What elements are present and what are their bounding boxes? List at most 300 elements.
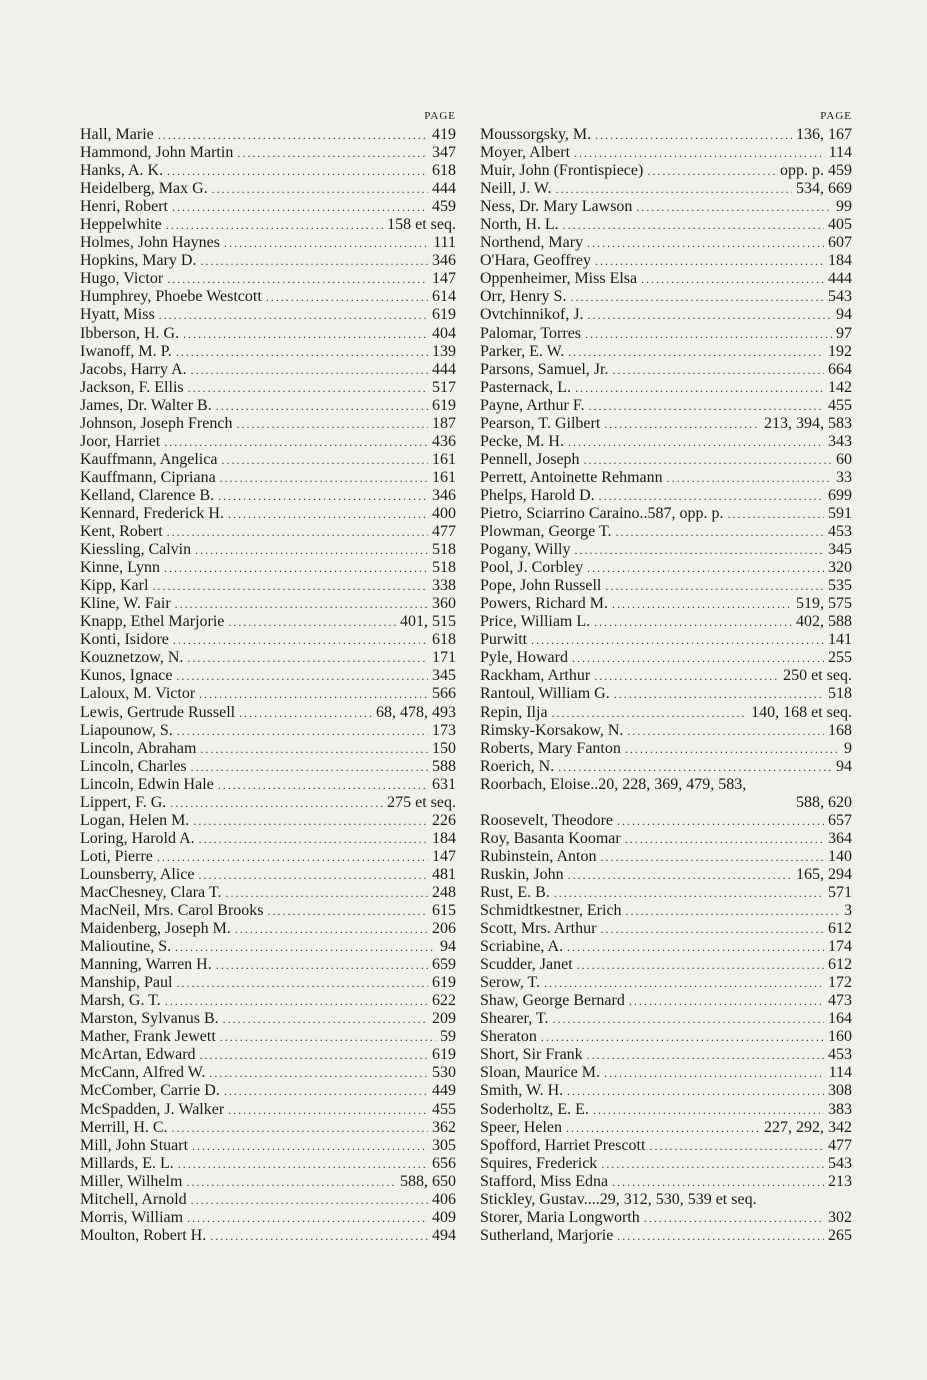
left-entry-list [80,126,456,1245]
dot-leader [170,794,383,812]
dot-leader [531,631,824,649]
entry-name: Parsons, Samuel, Jr. [480,360,609,378]
entry-pages: 168 [828,721,852,739]
entry-name: Pasternack, L. [480,378,572,396]
index-entry [480,361,852,379]
index-entry [80,1046,456,1064]
entry-name: Ovtchinnikof, J. [480,306,584,324]
entry-name: Shaw, George Bernard [480,992,625,1010]
entry-pages: 477 [828,1136,852,1154]
index-entry [480,956,852,974]
entry-pages: 250 et seq. [783,667,852,685]
index-entry [80,361,456,379]
index-entry [80,144,456,162]
entry-name: Squires, Frederick [480,1154,598,1172]
dot-leader [558,758,832,776]
index-entry [480,180,852,198]
index-entry [80,541,456,559]
dot-leader [172,1119,428,1137]
dot-leader [191,1191,428,1209]
dot-leader [266,288,428,306]
entry-pages: 94 [836,306,852,324]
index-entry [480,288,852,306]
entry-pages: 455 [828,396,852,414]
dot-leader [188,379,428,397]
index-entry [480,667,852,685]
index-entry [480,974,852,992]
index-entry [480,234,852,252]
entry-pages: 347 [432,144,456,162]
dot-leader [191,361,428,379]
dot-leader [567,938,824,956]
entry-pages: 68, 478, 493 [376,703,456,721]
entry-name: Scriabine, A. [480,938,564,956]
entry-name: Oppenheimer, Miss Elsa [480,270,638,288]
entry-pages: 161 [432,468,456,486]
dot-leader [216,956,428,974]
entry-pages: 302 [828,1208,852,1226]
entry-name: Humphrey, Phoebe Westcott [80,288,262,306]
dot-leader [200,252,428,270]
entry-pages: 136, 167 [796,126,852,143]
entry-pages: 619 [432,974,456,992]
dot-leader [187,1209,428,1227]
entry-name: Marston, Sylvanus B. [80,1010,219,1028]
entry-name: Perrett, Antoinette Rehmann [480,468,663,486]
entry-name: McComber, Carrie D. [80,1082,220,1100]
index-entry [80,1155,456,1173]
dot-leader [599,487,824,505]
entry-name: Short, Sir Frank [480,1046,583,1064]
dot-leader [167,523,428,541]
entry-pages: 160 [828,1028,852,1046]
dot-leader [176,974,428,992]
dot-leader [616,523,824,541]
entry-pages: 362 [432,1118,456,1136]
page-column-label: PAGE [424,110,456,122]
entry-pages: 213, 394, 583 [764,414,852,432]
index-entry [80,830,456,848]
entry-name: Powers, Richard M. [480,595,608,613]
dot-leader [556,180,792,198]
entry-pages: 518 [432,559,456,577]
dot-leader [589,397,825,415]
entry-name: Pope, John Russell [480,577,602,595]
dot-leader [167,270,428,288]
entry-pages: 404 [432,324,456,342]
index-entry [80,704,456,722]
index-entry [480,451,852,469]
entry-pages: 405 [828,216,852,234]
entry-name: Miller, Wilhelm [80,1172,183,1190]
index-entry [480,541,852,559]
index-entry [80,938,456,956]
entry-name: Payne, Arthur F. [480,396,585,414]
dot-leader [172,198,428,216]
entry-pages: 172 [828,974,852,992]
entry-pages: 165, 294 [796,865,852,883]
entry-name: Loring, Harold A. [80,829,195,847]
index-entry [80,270,456,288]
dot-leader [728,505,824,523]
dot-leader [629,992,824,1010]
entry-pages: 588, 620 [796,793,852,811]
index-entry [480,1046,852,1064]
entry-pages: 206 [432,920,456,938]
index-entry [80,740,456,758]
dot-leader [210,1227,428,1245]
index-entry [80,866,456,884]
entry-name: Kelland, Clarence B. [80,486,215,504]
entry-name: Storer, Maria Longworth [480,1208,640,1226]
dot-leader [604,1064,825,1082]
dot-leader [600,848,824,866]
dot-leader [614,685,824,703]
index-entry [480,505,852,523]
dot-leader [200,1046,428,1064]
entry-pages: 150 [432,739,456,757]
entry-name: Roy, Basanta Koomar [480,829,621,847]
entry-pages: 99 [836,198,852,216]
entry-pages: 519, 575 [796,595,852,613]
dot-leader [236,415,428,433]
entry-name: Rantoul, William G. [480,685,610,703]
entry-pages: 473 [828,992,852,1010]
entry-name: McArtan, Edward [80,1046,196,1064]
dot-leader [595,252,824,270]
dot-leader [237,144,428,162]
entry-pages: 140 [828,847,852,865]
dot-leader [574,144,825,162]
entry-pages: 345 [828,541,852,559]
dot-leader [192,1137,428,1155]
entry-pages: 657 [828,811,852,829]
entry-name: Speer, Helen [480,1118,562,1136]
entry-name: Knapp, Ethel Marjorie [80,613,225,631]
dot-leader [166,216,383,234]
dot-leader [644,1209,824,1227]
entry-pages: 477 [432,523,456,541]
dot-leader [649,1137,824,1155]
dot-leader [235,920,428,938]
entry-pages: 436 [432,432,456,450]
dot-leader [575,379,824,397]
entry-name: Stafford, Miss Edna [480,1172,609,1190]
entry-pages: 343 [828,432,852,450]
entry-pages: 3 [844,902,852,920]
page-column-label: PAGE [820,110,852,122]
entry-pages: 114 [828,144,852,162]
entry-name: Ibberson, H. G. [80,324,180,342]
index-entry [480,722,852,740]
dot-leader [158,126,428,144]
entry-name: Logan, Helen M. [80,811,190,829]
index-entry [80,288,456,306]
entry-pages: 656 [432,1154,456,1172]
dot-leader [176,343,428,361]
entry-name: Lippert, F. G. [80,793,167,811]
dot-leader [167,162,428,180]
entry-name: Jackson, F. Ellis [80,378,184,396]
index-entry [480,325,852,343]
entry-pages: 534, 669 [796,180,852,198]
dot-leader [627,722,824,740]
entry-name: Kouznetzow, N. [80,649,184,667]
entry-name: Henri, Robert [80,198,168,216]
dot-leader [187,649,428,667]
entry-name: Kunos, Ignace [80,667,173,685]
dot-leader [566,1119,760,1137]
index-entry [80,505,456,523]
index-entry [480,812,852,830]
index-entry [80,992,456,1010]
entry-name: Schmidtkestner, Erich [480,902,622,920]
entry-name: Konti, Isidore [80,631,169,649]
entry-name: Heppelwhite [80,216,162,234]
entry-name: Kline, W. Fair [80,595,171,613]
entry-pages: 209 [432,1010,456,1028]
dot-leader [617,812,824,830]
dot-leader [239,704,372,722]
index-entry [480,740,852,758]
entry-name: McCann, Alfred W. [80,1064,206,1082]
index-entry [480,198,852,216]
entry-pages: 164 [828,1010,852,1028]
dot-leader [585,325,832,343]
index-entry [80,306,456,324]
index-entry [80,415,456,433]
index-entry [80,884,456,902]
index-entry [80,722,456,740]
dot-leader [568,866,792,884]
dot-leader [212,180,428,198]
index-entry [480,848,852,866]
dot-leader [200,740,428,758]
entry-pages: 60 [836,450,852,468]
dot-leader [574,541,824,559]
entry-name: Purwitt [480,631,528,649]
entry-name: O'Hara, Geoffrey [480,252,591,270]
entry-name: Plowman, George T. [480,523,612,541]
entry-name: Ruskin, John [480,865,564,883]
dot-leader [594,667,779,685]
dot-leader [225,884,428,902]
index-entry [80,902,456,920]
entry-pages: 184 [432,829,456,847]
entry-pages: 571 [828,883,852,901]
index-entry [480,1227,852,1245]
entry-name: Manship, Paul [80,974,173,992]
index-entry [80,126,456,144]
right-entry-list [480,126,852,1245]
entry-name: James, Dr. Walter B. [80,396,212,414]
entry-pages: 345 [432,667,456,685]
entry-pages: 187 [432,414,456,432]
index-entry [480,1155,852,1173]
index-entry [80,1191,456,1209]
entry-name: Rubinstein, Anton [480,847,597,865]
entry-pages: 455 [432,1100,456,1118]
dot-leader [177,722,428,740]
entry-pages: 192 [828,342,852,360]
entry-pages: 94 [440,938,456,956]
index-entry [480,631,852,649]
dot-leader [164,433,428,451]
dot-leader [220,469,428,487]
entry-name: Lincoln, Abraham [80,739,197,757]
index-entry [80,379,456,397]
entry-name: Scudder, Janet [480,956,573,974]
dot-leader [544,974,824,992]
entry-pages: 161 [432,450,456,468]
dot-leader [191,758,428,776]
entry-name: Johnson, Joseph French [80,414,233,432]
entry-pages: 612 [828,956,852,974]
dot-leader [224,234,429,252]
dot-leader [157,848,428,866]
entry-name: Roberts, Mary Fanton [480,739,621,757]
entry-name: Kennard, Frederick H. [80,504,224,522]
entry-name: Pool, J. Corbley [480,559,584,577]
entry-name: Parker, E. W. [480,342,565,360]
entry-pages: 213 [828,1172,852,1190]
index-entry [80,523,456,541]
index-entry [480,559,852,577]
index-entry [480,126,852,144]
entry-pages: 94 [836,757,852,775]
entry-pages: 308 [828,1082,852,1100]
entry-pages: 140, 168 et seq. [751,703,852,721]
index-entry [80,595,456,613]
index-entry [80,1227,456,1245]
entry-name: MacNeil, Mrs. Carol Brooks [80,902,264,920]
index-entry [80,1119,456,1137]
entry-pages: 543 [828,288,852,306]
entry-name: Hammond, John Martin [80,144,234,162]
entry-pages: 659 [432,956,456,974]
index-entry [80,649,456,667]
dot-leader [209,1064,428,1082]
entry-name: Repin, Ilja [480,703,548,721]
entry-name: Laloux, M. Victor [80,685,196,703]
index-entry [80,920,456,938]
index-entry [80,1173,456,1191]
dot-leader [220,1028,436,1046]
entry-pages: 409 [432,1208,456,1226]
index-entry [480,577,852,595]
index-entry [480,216,852,234]
index-entry [480,415,852,433]
index-entry [80,812,456,830]
dot-leader [175,595,428,613]
entry-name: Liapounow, S. [80,721,173,739]
entry-pages: 171 [432,649,456,667]
entry-pages: 588 [432,757,456,775]
index-entry [80,848,456,866]
entry-pages: 383 [828,1100,852,1118]
dot-leader [563,216,824,234]
dot-leader [224,1082,428,1100]
index-entry [480,758,852,776]
dot-leader [195,541,428,559]
entry-pages: 517 [432,378,456,396]
entry-pages: 248 [432,883,456,901]
entry-name: Muir, John (Frontispiece) [480,162,644,180]
entry-pages: 494 [432,1226,456,1244]
entry-name: Hall, Marie [80,126,154,143]
index-entry [480,1101,852,1119]
index-entry [80,1028,456,1046]
index-entry [480,920,852,938]
entry-name: Mitchell, Arnold [80,1190,187,1208]
entry-pages: 530 [432,1064,456,1082]
index-entry [480,866,852,884]
index-entry [480,613,852,631]
entry-name: Loti, Pierre [80,847,153,865]
entry-name: Kipp, Karl [80,577,149,595]
dot-leader [268,902,428,920]
entry-name: Hyatt, Miss [80,306,155,324]
entry-name: Sloan, Maurice M. [480,1064,600,1082]
index-entry [80,974,456,992]
left-index-column [80,106,456,1245]
index-entry [80,613,456,631]
entry-name: Holmes, John Haynes [80,234,220,252]
entry-name: Mather, Frank Jewett [80,1028,216,1046]
dot-leader [186,1173,396,1191]
entry-name: Neill, J. W. [480,180,552,198]
entry-pages: 227, 292, 342 [764,1118,852,1136]
entry-pages: 184 [828,252,852,270]
index-entry [480,433,852,451]
entry-name: Rust, E. B. [480,883,550,901]
entry-name: Kauffmann, Angelica [80,450,218,468]
entry-pages: 142 [828,378,852,396]
index-entry [480,1191,852,1209]
entry-name: Phelps, Harold D. [480,486,595,504]
entry-name: Moulton, Robert H. [80,1226,207,1244]
entry-pages: 612 [828,920,852,938]
dot-leader [228,1101,428,1119]
dot-leader [647,162,776,180]
dot-leader [199,830,428,848]
dot-leader [604,415,760,433]
entry-pages: 338 [432,577,456,595]
dot-leader [152,577,428,595]
entry-pages: 444 [828,270,852,288]
entry-name: Rackham, Arthur [480,667,591,685]
dot-leader [198,866,428,884]
entry-name: Lincoln, Charles [80,757,187,775]
entry-name: Morris, William [80,1208,184,1226]
entry-pages: 535 [828,577,852,595]
dot-leader [570,288,824,306]
entry-pages: 147 [432,270,456,288]
index-entry [80,469,456,487]
index-entry [480,270,852,288]
index-entry [80,1137,456,1155]
dot-leader [223,1010,428,1028]
index-entry [480,1082,852,1100]
dot-leader [159,306,428,324]
entry-pages: 619 [432,306,456,324]
entry-name: Shearer, T. [480,1010,549,1028]
entry-name: North, H. L. [480,216,559,234]
entry-pages: 566 [432,685,456,703]
entry-pages: 59 [440,1028,456,1046]
index-entry [80,252,456,270]
dot-leader [216,397,428,415]
